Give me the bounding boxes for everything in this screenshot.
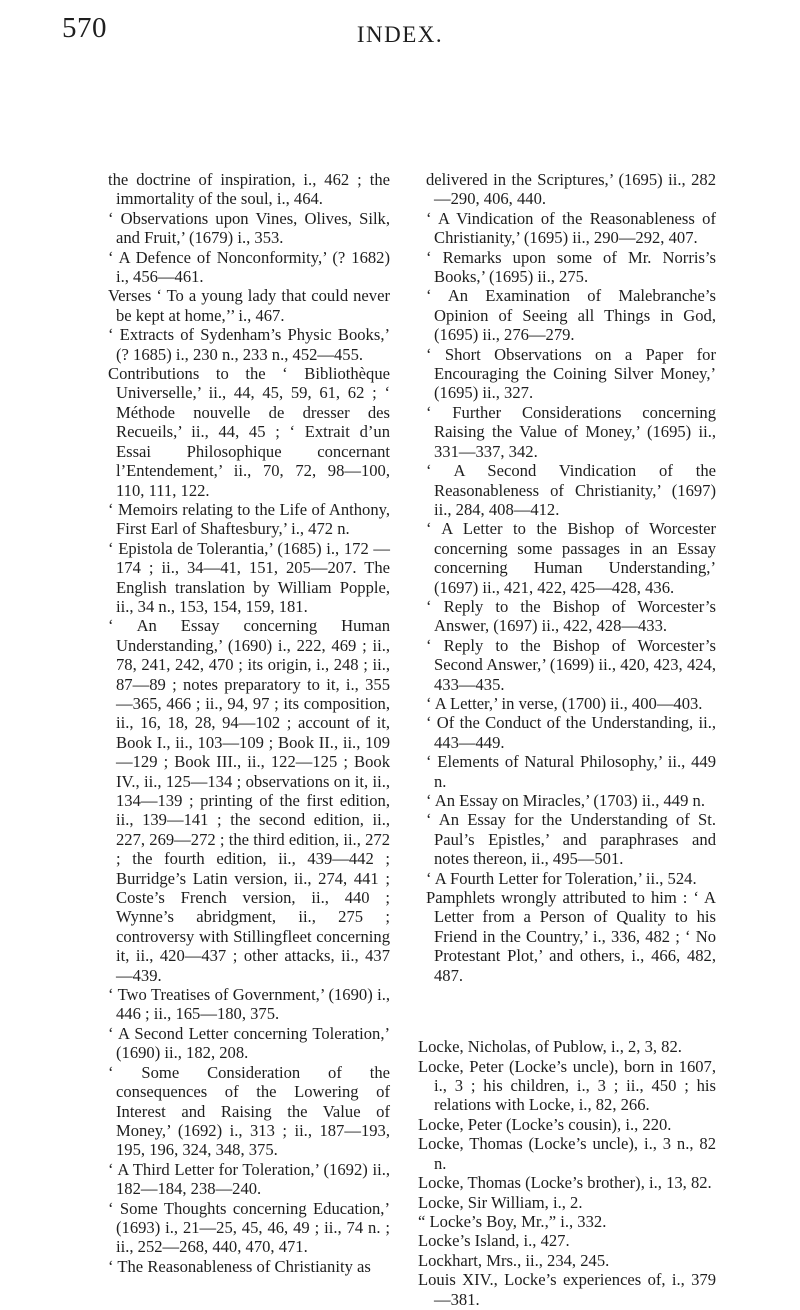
index-entry: Locke, Thomas (Locke’s brother), i., 13, 82. bbox=[418, 1173, 712, 1193]
index-subentry: ‘ A Third Letter for Toleration,’ (1692) ii., 182—184, 238—240. bbox=[108, 1159, 390, 1199]
index-subentry: the doctrine of inspiration, i., 462 ; the immortality of the soul, i., 464. bbox=[108, 170, 390, 209]
index-subentry: ‘ A Letter,’ in verse, (1700) ii., 400—403. bbox=[426, 693, 703, 713]
index-subentry: ‘ Remarks upon some of Mr. Norris’s Books,’ (1695) ii., 275. bbox=[426, 247, 716, 287]
index-subentry: Verses ‘ To a young lady that could never be kept at home,’’ i., 467. bbox=[108, 286, 390, 325]
index-subentry: ‘ An Essay concerning Human Understanding,’ (1690) i., 222, 469 ; ii., 78, 241, 242, 470 ; its origin, i., 248 ; ii., 87—89 ; notes preparatory to it, i., 355—365, 466 ; ii., 94, 97 ; its composition, ii., 16, 18, 28, 94—102 ; account of it, Book I., ii., 103—109 ; Book II., ii., 109—129 ; Book III., ii., 122—125 ; Book IV., ii., 125—134 ; observations on it, ii., 134—139 ; printing of the first edition, ii., 139—141 ; the second edition, ii., 227, 269—272 ; the third edition, ii., 272 ; the fourth edition, ii., 439—442 ; Burridge’s Latin version, ii., 274, 441 ; Coste’s French version, ii., 440 ; Wynne’s abridgment, ii., 275 ; controversy with Stillingfleet concerning it, ii., 420—437 ; other attacks, ii., 437—439. bbox=[108, 616, 390, 985]
index-subentry: ‘ Extracts of Sydenham’s Physic Books,’ (? 1685) i., 230 n., 233 n., 452—455. bbox=[108, 325, 390, 364]
index-subentry: ‘ The Reasonableness of Christianity as bbox=[108, 1256, 371, 1276]
index-subentry: Contributions to the ‘ Bibliothèque Universelle,’ ii., 44, 45, 59, 61, 62 ; ‘ Méthode nouvelle de dresser des Recueils,’ ii., 44, 45 ; ‘ Extrait d’un Essai Philosophique concernant l’Entendement,’ ii., 70, 72, 98—100, 110, 111, 122. bbox=[108, 364, 390, 500]
index-entry: Lockhart, Mrs., ii., 234, 245. bbox=[418, 1250, 610, 1270]
index-subentry: ‘ Some Consideration of the consequences of the Lowering of Interest and Raising the Value of Money,’ (1692) i., 313 ; ii., 187—193, 195, 196, 324, 348, 375. bbox=[108, 1062, 390, 1160]
index-subentry: ‘ Short Observations on a Paper for Encouraging the Coining Silver Money,’ (1695) ii., 327. bbox=[426, 344, 716, 403]
index-subentry: ‘ An Essay for the Understanding of St. Paul’s Epistles,’ and paraphrases and notes thereon, ii., 495—501. bbox=[426, 810, 716, 869]
index-subentry: ‘ A Second Letter concerning Toleration,’ (1690) ii., 182, 208. bbox=[108, 1023, 390, 1063]
index-subentry: ‘ Observations upon Vines, Olives, Silk, and Fruit,’ (1679) i., 353. bbox=[108, 208, 390, 248]
index-column-left bbox=[100, 170, 390, 1276]
index-subentry: ‘ A Letter to the Bishop of Worcester concerning some passages in an Essay concerning Human Understanding,’ (1697) ii., 421, 422, 425—428, 436. bbox=[426, 519, 716, 597]
index-subentry: ‘ Epistola de Tolerantia,’ (1685) i., 172 —174 ; ii., 34—41, 151, 205—207. The English translation by William Popple, ii., 34 n., 153, 154, 159, 181. bbox=[108, 538, 390, 616]
running-title: INDEX. bbox=[356, 22, 444, 47]
index-entry: Locke’s Island, i., 427. bbox=[418, 1231, 570, 1251]
index-subentry: ‘ Reply to the Bishop of Worcester’s Second Answer,’ (1699) ii., 420, 423, 424, 433—435. bbox=[426, 635, 716, 694]
index-entry: Locke, Thomas (Locke’s uncle), i., 3 n., 82 n. bbox=[418, 1134, 716, 1173]
index-subentry: ‘ Elements of Natural Philosophy,’ ii., 449 n. bbox=[426, 752, 716, 791]
index-subentry: ‘ A Vindication of the Reasonableness of Christianity,’ (1695) ii., 290—292, 407. bbox=[426, 208, 716, 248]
index-subentry: Pamphlets wrongly attributed to him : ‘ A Letter from a Person of Quality to his Friend in the Country,’ i., 336, 482 ; ‘ No Protestant Plot,’ and others, i., 466, 482, 487. bbox=[426, 888, 716, 985]
entry-gap bbox=[418, 1002, 716, 1021]
index-subentry: ‘ Two Treatises of Government,’ (1690) i., 446 ; ii., 165—180, 375. bbox=[108, 985, 390, 1024]
index-subentry: ‘ Reply to the Bishop of Worcester’s Answer, (1697) ii., 422, 428—433. bbox=[426, 596, 716, 636]
index-subentry: ‘ Some Thoughts concerning Education,’ (1693) i., 21—25, 45, 46, 49 ; ii., 74 n. ; ii., 252—268, 440, 470, 471. bbox=[108, 1198, 390, 1257]
index-subentry: ‘ An Examination of Malebranche’s Opinion of Seeing all Things in God, (1695) ii., 276—279. bbox=[426, 286, 716, 345]
index-subentry: delivered in the Scriptures,’ (1695) ii., 282—290, 406, 440. bbox=[426, 170, 716, 209]
index-entry: Locke, Peter (Locke’s cousin), i., 220. bbox=[418, 1114, 672, 1134]
index-entry: Locke, Nicholas, of Publow, i., 2, 3, 82. bbox=[418, 1037, 682, 1057]
index-entry: “ Locke’s Boy, Mr.,” i., 332. bbox=[418, 1211, 607, 1231]
index-subentry: ‘ A Second Vindication of the Reasonableness of Christianity,’ (1697) ii., 284, 408—412. bbox=[426, 461, 716, 519]
index-column-right bbox=[418, 170, 716, 1309]
index-entry: Locke, Sir William, i., 2. bbox=[418, 1192, 583, 1212]
index-subentry: ‘ Further Considerations concerning Raising the Value of Money,’ (1695) ii., 331—337, 342. bbox=[426, 402, 716, 461]
index-entry: Louis XIV., Locke’s experiences of, i., 379 —381. bbox=[418, 1270, 716, 1309]
index-subentry: ‘ A Defence of Nonconformity,’ (? 1682) i., 456—461. bbox=[108, 247, 390, 287]
page-number: 570 bbox=[62, 12, 107, 44]
index-entry: Locke, Peter (Locke’s uncle), born in 1607, i., 3 ; his children, i., 3 ; ii., 450 ; his relations with Locke, i., 82, 266. bbox=[418, 1056, 716, 1115]
index-subentry: ‘ A Fourth Letter for Toleration,’ ii., 524. bbox=[426, 868, 697, 888]
index-subentry: ‘ Of the Conduct of the Understanding, ii., 443—449. bbox=[426, 713, 716, 752]
index-subentry: ‘ An Essay on Miracles,’ (1703) ii., 449 n. bbox=[426, 791, 705, 810]
index-subentry: ‘ Memoirs relating to the Life of Anthony, First Earl of Shaftesbury,’ i., 472 n. bbox=[108, 499, 390, 539]
